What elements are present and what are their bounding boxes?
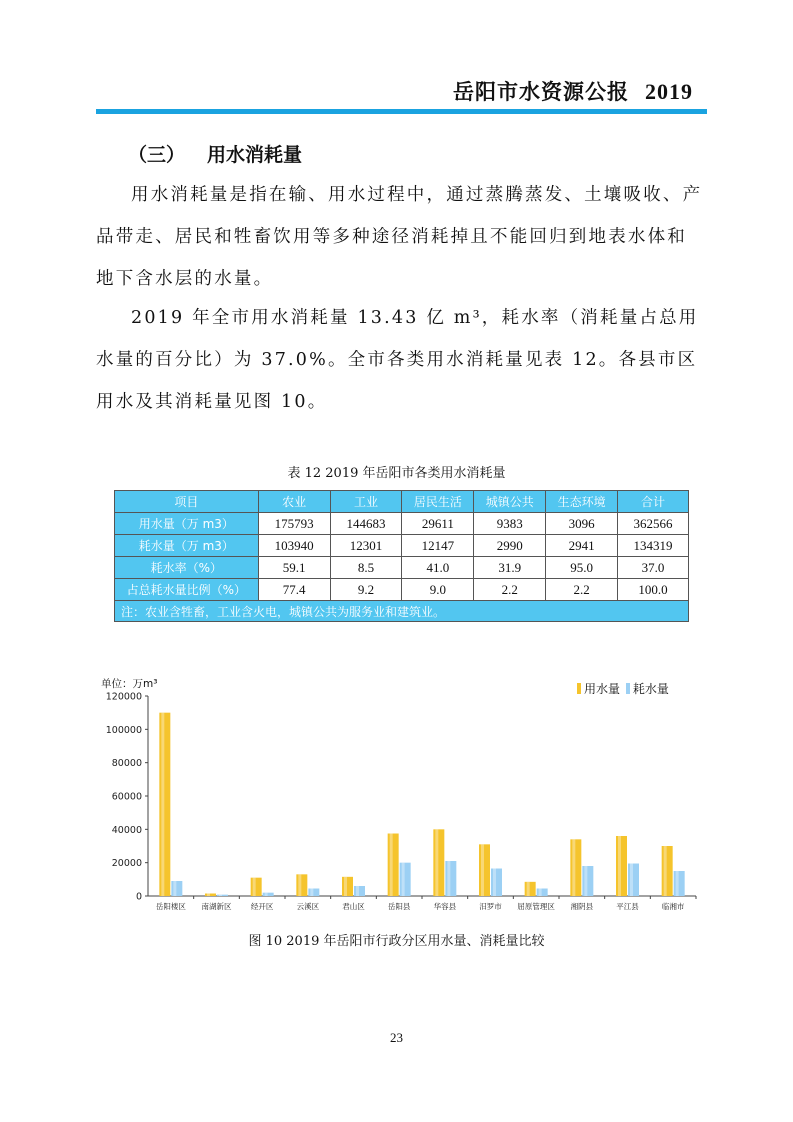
table-cell: 134319 xyxy=(618,535,689,557)
table-header-cell: 城镇公共 xyxy=(474,491,546,513)
bar-water-usage-highlight xyxy=(207,894,210,897)
y-tick-label: 80000 xyxy=(111,758,142,770)
bar-water-usage-highlight xyxy=(161,713,164,896)
bar-water-usage xyxy=(433,829,444,896)
y-tick-label: 120000 xyxy=(105,691,142,703)
bar-water-consumption xyxy=(674,871,685,896)
y-tick-label: 100000 xyxy=(105,724,142,736)
bar-water-consumption-highlight xyxy=(402,863,405,896)
table-cell: 144683 xyxy=(330,513,402,535)
table-cell: 41.0 xyxy=(402,557,474,579)
bar-water-usage-highlight xyxy=(435,829,438,896)
bar-water-usage-highlight xyxy=(572,839,575,896)
bar-water-consumption xyxy=(445,861,456,896)
paragraph-definition: 用水消耗量是指在输、用水过程中，通过蒸腾蒸发、土壤吸收、产品带走、居民和牲畜饮用等多种途径消耗掉且不能回归到地表水体和地下含水层的水量。 xyxy=(96,185,703,289)
bar-water-consumption-highlight xyxy=(173,881,176,896)
table-cell: 8.5 xyxy=(330,557,402,579)
bar-water-consumption-highlight xyxy=(310,889,313,897)
bar-water-usage-highlight xyxy=(618,836,621,896)
bar-water-consumption-highlight xyxy=(584,866,587,896)
bar-water-usage-highlight xyxy=(253,878,256,896)
row-label: 用水量（万 m3） xyxy=(115,513,259,535)
table-cell: 31.9 xyxy=(474,557,546,579)
y-tick-label: 0 xyxy=(135,891,142,903)
figure-caption: 图 10 2019 年岳阳市行政分区用水量、消耗量比较 xyxy=(248,934,545,949)
table-cell: 3096 xyxy=(546,513,618,535)
table-row xyxy=(115,557,689,579)
y-tick-label: 20000 xyxy=(111,858,142,870)
bar-water-usage-highlight xyxy=(481,844,484,896)
x-tick-label: 屈原管理区 xyxy=(517,902,555,911)
x-tick-label: 岳阳县 xyxy=(387,902,411,911)
page-number: 23 xyxy=(390,1030,403,1045)
paragraph-summary: 2019 年全市用水消耗量 13.43 亿 m³，耗水率（消耗量占总用水量的百分比）为 37.0%。全市各类用水消耗量见表 12。各县市区用水及其消耗量见图 10。 xyxy=(96,308,699,412)
bar-water-usage xyxy=(205,894,216,897)
table-cell: 77.4 xyxy=(258,579,330,601)
table-header-cell: 生态环境 xyxy=(546,491,618,513)
table-cell: 37.0 xyxy=(618,557,689,579)
bar-water-consumption-highlight xyxy=(539,889,542,897)
bar-water-consumption xyxy=(217,895,228,896)
bar-water-consumption xyxy=(354,886,365,896)
section-number: （三） xyxy=(128,144,186,166)
publication-year: 2019 xyxy=(645,79,693,104)
bar-water-consumption-highlight xyxy=(265,893,268,896)
bar-water-consumption-highlight xyxy=(356,886,359,896)
bar-water-usage-highlight xyxy=(527,882,530,896)
table-row xyxy=(115,579,689,601)
chart-unit-label: 单位：万m³ xyxy=(101,678,158,690)
bar-water-consumption xyxy=(400,863,411,896)
y-tick-label: 60000 xyxy=(111,791,142,803)
bar-water-usage-highlight xyxy=(390,834,393,897)
bar-water-consumption-highlight xyxy=(447,861,450,896)
row-label: 占总耗水量比例（%） xyxy=(115,579,259,601)
consumption-table xyxy=(114,490,689,622)
bar-water-consumption xyxy=(171,881,182,896)
table-header-cell: 居民生活 xyxy=(402,491,474,513)
bar-water-consumption xyxy=(491,869,502,897)
y-tick-label: 40000 xyxy=(111,824,142,836)
table-cell: 9.0 xyxy=(402,579,474,601)
table-header-cell: 工业 xyxy=(330,491,402,513)
table-row xyxy=(115,513,689,535)
table-cell: 12147 xyxy=(402,535,474,557)
section-title: 用水消耗量 xyxy=(207,144,303,166)
table-header-row xyxy=(115,491,689,513)
table-caption: 表 12 2019 年岳阳市各类用水消耗量 xyxy=(287,466,506,481)
table-cell: 9383 xyxy=(474,513,546,535)
x-tick-label: 岳阳楼区 xyxy=(155,902,186,911)
bar-water-consumption xyxy=(628,864,639,897)
publication-title: 岳阳市水资源公报 xyxy=(453,79,629,104)
table-header-cell: 项目 xyxy=(115,491,259,513)
legend-label-consumption: 耗水量 xyxy=(632,682,669,696)
water-usage-bar-chart xyxy=(96,686,706,914)
bar-water-consumption-highlight xyxy=(676,871,679,896)
bar-water-usage xyxy=(342,877,353,896)
bar-water-consumption xyxy=(537,889,548,897)
x-tick-label: 华容县 xyxy=(433,902,457,911)
bar-water-usage xyxy=(570,839,581,896)
x-tick-label: 平江县 xyxy=(616,902,639,911)
bar-water-usage xyxy=(296,874,307,896)
x-tick-label: 湘阴县 xyxy=(570,902,594,911)
x-tick-label: 君山区 xyxy=(342,902,365,911)
bar-water-usage xyxy=(479,844,490,896)
bar-water-consumption xyxy=(263,893,274,896)
table-cell: 29611 xyxy=(402,513,474,535)
x-tick-label: 临湘市 xyxy=(661,902,685,911)
bar-water-consumption-highlight xyxy=(219,895,222,896)
bar-water-usage xyxy=(616,836,627,896)
bar-water-usage xyxy=(159,713,170,896)
table-note: 注：农业含牲畜，工业含火电，城镇公共为服务业和建筑业。 xyxy=(115,601,689,622)
bar-water-usage-highlight xyxy=(344,877,347,896)
x-tick-label: 南湖新区 xyxy=(201,902,232,911)
table-cell: 100.0 xyxy=(618,579,689,601)
bar-water-usage xyxy=(251,878,262,896)
table-row xyxy=(115,535,689,557)
header-rule xyxy=(96,109,707,114)
legend-label-usage: 用水量 xyxy=(584,682,621,696)
table-header-cell: 农业 xyxy=(258,491,330,513)
x-tick-label: 经开区 xyxy=(250,902,274,911)
bar-water-consumption-highlight xyxy=(630,864,633,897)
bar-water-consumption xyxy=(308,889,319,897)
bar-water-usage-highlight xyxy=(664,846,667,896)
bar-water-usage xyxy=(525,882,536,896)
row-label: 耗水量（万 m3） xyxy=(115,535,259,557)
row-label: 耗水率（%） xyxy=(115,557,259,579)
bar-water-consumption-highlight xyxy=(493,869,496,897)
table-cell: 12301 xyxy=(330,535,402,557)
x-tick-label: 云溪区 xyxy=(296,902,320,911)
bar-water-usage xyxy=(388,834,399,897)
section-heading xyxy=(128,140,302,167)
bar-water-consumption xyxy=(582,866,593,896)
table-cell: 362566 xyxy=(618,513,689,535)
table-cell: 9.2 xyxy=(330,579,402,601)
table-cell: 2990 xyxy=(474,535,546,557)
bar-water-usage-highlight xyxy=(298,874,301,896)
table-cell: 2941 xyxy=(546,535,618,557)
x-tick-label: 汨罗市 xyxy=(479,902,502,911)
table-cell: 175793 xyxy=(258,513,330,535)
table-cell: 2.2 xyxy=(474,579,546,601)
table-cell: 103940 xyxy=(258,535,330,557)
table-note-row xyxy=(115,601,689,622)
table-header-cell: 合计 xyxy=(618,491,689,513)
table-cell: 95.0 xyxy=(546,557,618,579)
bar-water-usage xyxy=(662,846,673,896)
table-cell: 59.1 xyxy=(258,557,330,579)
publication-header xyxy=(453,76,693,106)
table-cell: 2.2 xyxy=(546,579,618,601)
